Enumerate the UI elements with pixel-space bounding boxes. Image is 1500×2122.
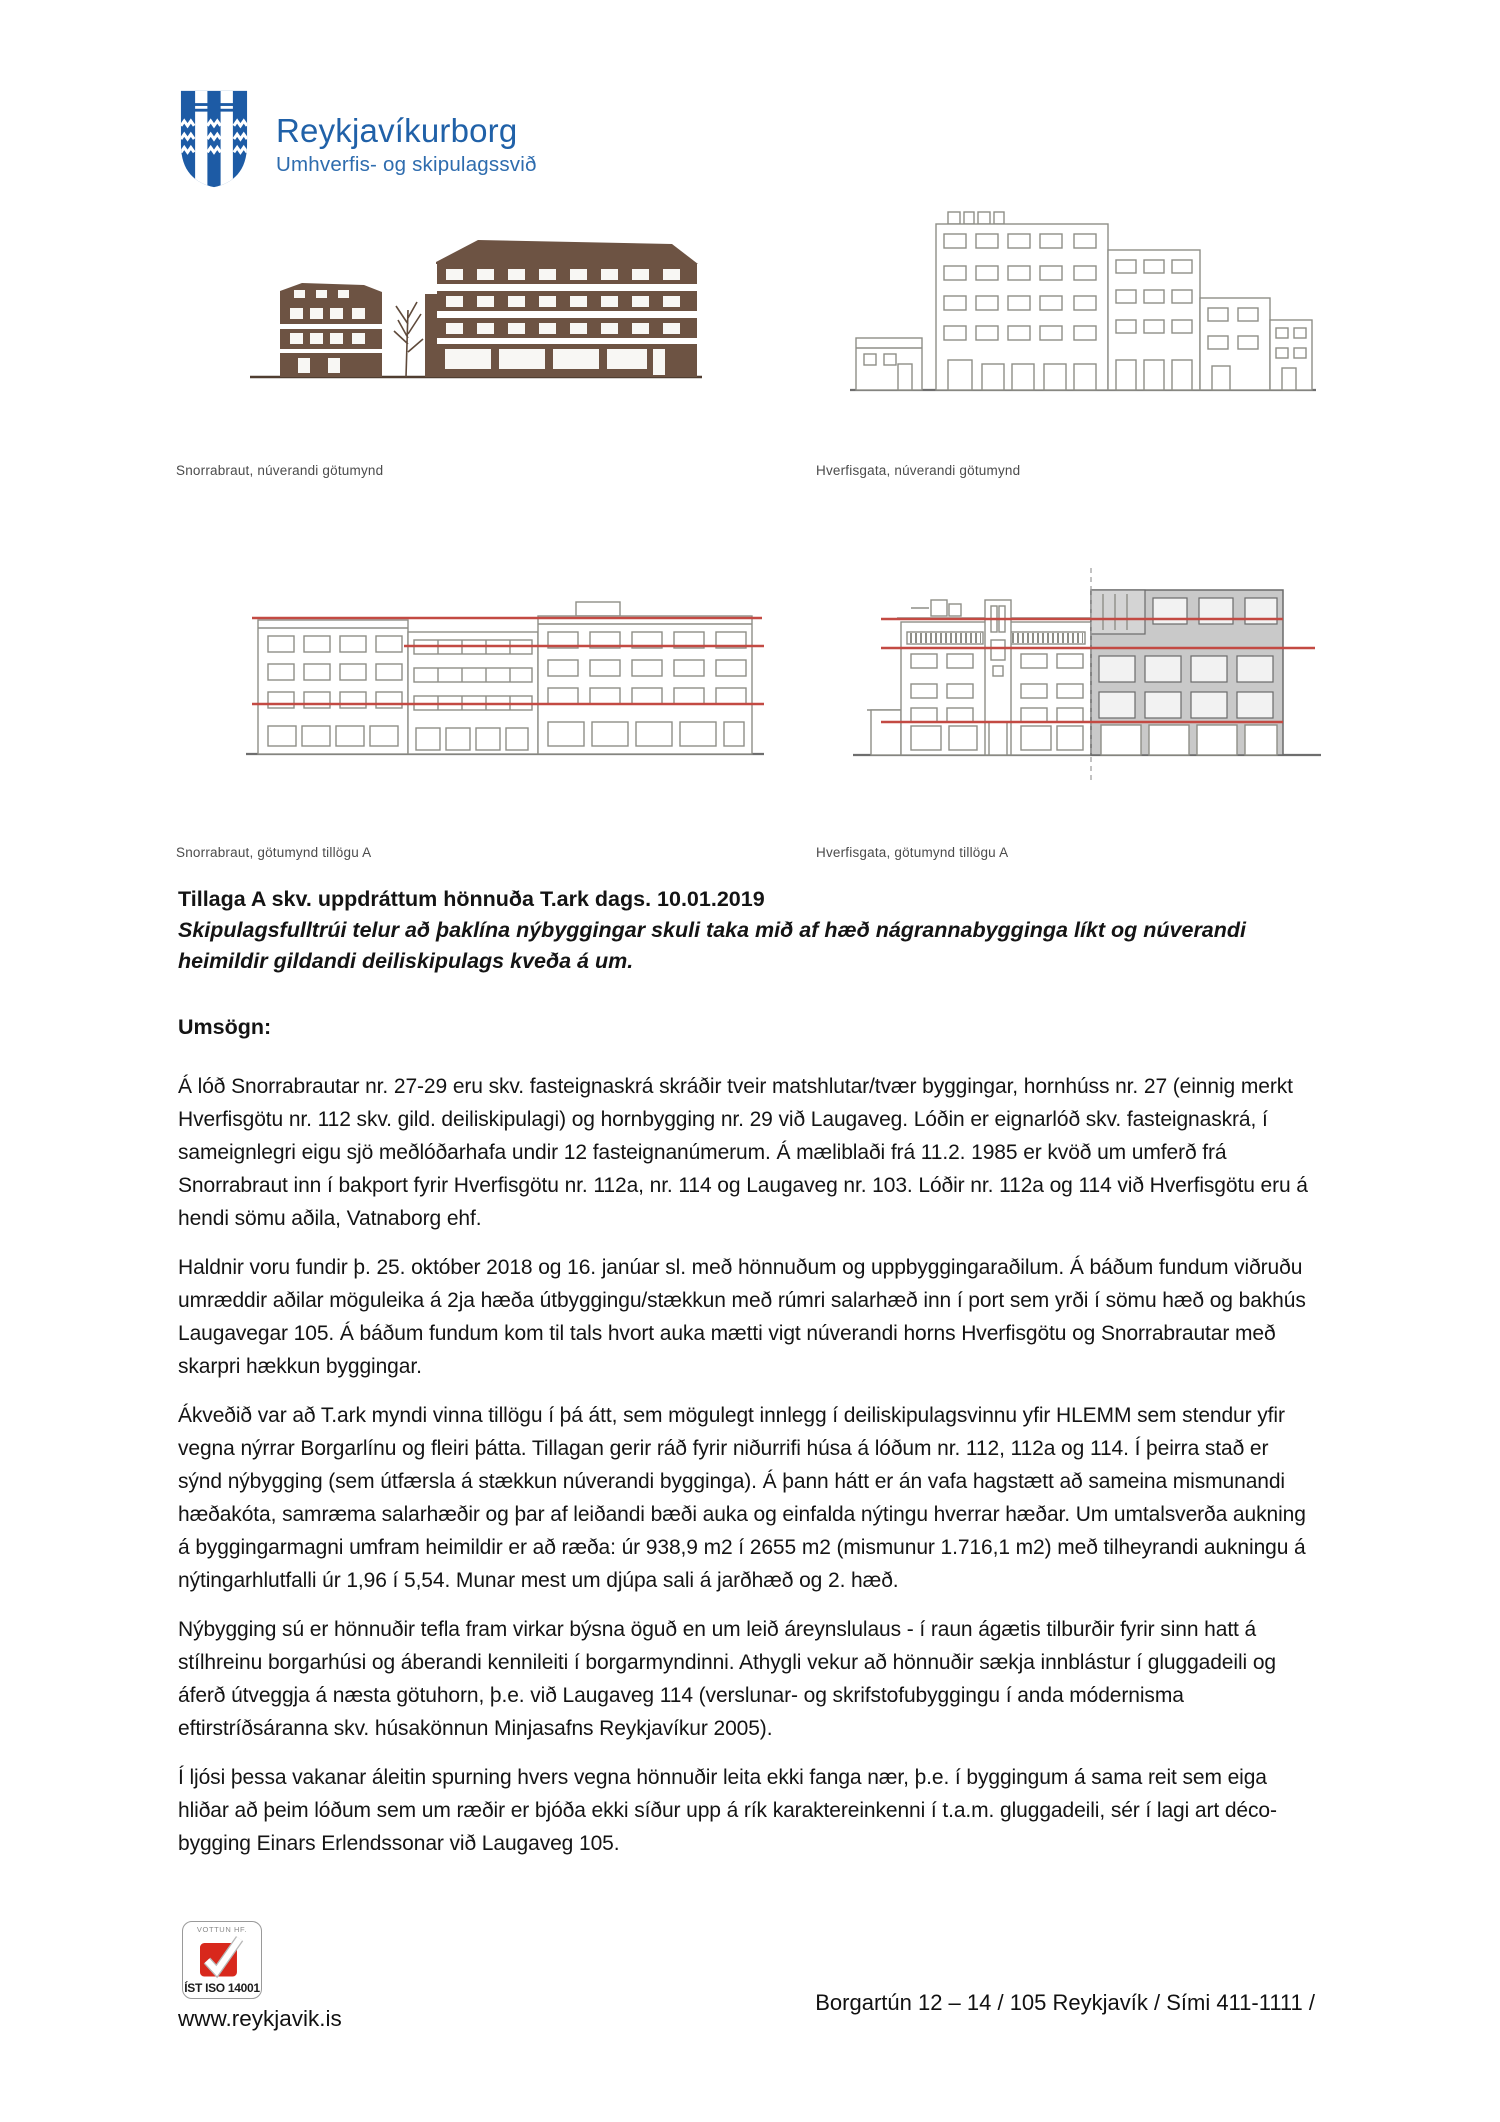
- body-paragraph: Haldnir voru fundir þ. 25. október 2018 og 16. janúar sl. með hönnuðum og uppbyggingaraðilum. Á báðum fundum viðruðu umræddir aðilar möguleika á 2ja hæða útbyggingu/stækkun með rúmri salarhæð inn í port sem yrði í sömu hæð og bakhús Laugavegar 105. Á báðum fundum kom til tals hvort auka mætti vigt núverandi horns Hverfisgötu og Snorrabrautar með skarpri hækkun byggingar.: [178, 1256, 1306, 1378]
- proposal-title: Tillaga A skv. uppdráttum hönnuða T.ark dags. 10.01.2019: [178, 887, 765, 911]
- footer-address: Borgartún 12 – 14 / 105 Reykjavík / Sími 411-1111 /: [815, 1990, 1315, 2015]
- body-paragraph: Nýbygging sú er hönnuðir tefla fram virkar býsna öguð en um leið áreynslulaus - í raun ágætis tilburðir fyrir sinn hatt á stílhreinu borgarhúsi og áberandi kennileiti í borgarmyndinni. Athygli vekur að hönnuðir sækja innblástur í gluggadeili og áferð útveggja á næsta götuhorn, þ.e. við Laugaveg 114 (verslunar- og skrifstofubyggingu í anda módernisma eftirstríðsáranna skv. húsakönnun Minjasafns Reykjavíkur 2005).: [178, 1618, 1276, 1740]
- planner-opinion-statement: Skipulagsfulltrúi telur að þaklína nýbyggingar skuli taka mið af hæð nágrannabygginga líkt og núverandi heimildir gildandi deiliskipulags kveða á um.: [178, 918, 1247, 973]
- proposal-building-mass: [258, 602, 752, 754]
- elevation-drawing-snorrabraut-proposal: [240, 568, 770, 768]
- elevation-drawing-hverfisgata-existing: [848, 188, 1318, 403]
- new-building-gray-mass: [1091, 590, 1283, 755]
- reykjavik-coat-of-arms-icon: [180, 88, 248, 190]
- ist-iso-14001-label: ÍST ISO 14001: [184, 1981, 260, 1995]
- row-of-buildings: [856, 212, 1312, 390]
- body-paragraph: Á lóð Snorrabrautar nr. 27-29 eru skv. fasteignaskrá skráðir tveir matshlutar/tvær byggingar, hornhúss nr. 27 (einnig merkt Hverfisgötu nr. 112 skv. gild. deiliskipulagi) og hornbygging nr. 29 við Laugaveg. Lóðin er eignarlóð skv. fasteignaskrá, í sameignlegri eigu sjö meðlóðarhafa undir 12 fasteignanúmerum. Á mæliblaði frá 11.2. 1985 er kvöð um umferð frá Snorrabraut inn í bakport fyrir Hverfisgötu nr. 112a, nr. 114 og Laugaveg nr. 103. Lóðir nr. 112a og 114 við Hverfisgötu eru á hendi sömu aðila, Vatnaborg ehf.: [178, 1075, 1308, 1230]
- org-department: Umhverfis- og skipulagssvið: [276, 153, 537, 176]
- large-building-sepia: [425, 240, 698, 377]
- tree-sketch: [394, 302, 423, 377]
- iso-14001-badge: [182, 1921, 262, 1999]
- drawing-caption: Snorrabraut, götumynd tillögu A: [176, 845, 372, 860]
- drawing-caption: Snorrabraut, núverandi götumynd: [176, 463, 384, 478]
- vottun-hf-label: VOTTUN HF.: [196, 1925, 248, 1934]
- drawing-caption: Hverfisgata, núverandi götumynd: [816, 463, 1021, 478]
- drawing-caption: Hverfisgata, götumynd tillögu A: [816, 845, 1009, 860]
- small-building-sepia: [280, 283, 382, 377]
- org-name: Reykjavíkurborg: [276, 112, 518, 149]
- elevation-drawing-hverfisgata-proposal: [853, 562, 1323, 797]
- existing-building-outline: [867, 600, 1095, 755]
- section-heading-umsogn: Umsögn:: [178, 1015, 272, 1039]
- elevation-drawing-snorrabraut-existing: [240, 192, 710, 397]
- website-link[interactable]: www.reykjavik.is: [178, 2006, 342, 2031]
- checkmark-icon: [198, 1936, 246, 1980]
- body-paragraph: Ákveðið var að T.ark myndi vinna tillögu í þá átt, sem mögulegt innlegg í deiliskipulagsvinnu yfir HLEMM sem stendur yfir vegna nýrrar Borgarlínu og fleiri þátta. Tillagan gerir ráð fyrir niðurrifi húsa á lóðum nr. 112, 112a og 114. Í þeirra stað er sýnd nýbygging (sem útfærsla á stækkun núverandi bygginga). Á þann hátt er án vafa hagstætt að sameina mismunandi hæðakóta, samræma salarhæðir og þar af leiðandi bæði auka og einfalda nýtingu hverrar hæðar. Um umtalsverða aukning á byggingarmagni umfram heimildir er að ræða: úr 938,9 m2 í 2655 m2 (mismunur 1.716,1 m2) með tilheyrandi aukningu á nýtingarhlutfalli úr 1,96 í 5,54. Munar mest um djúpa sali á jarðhæð og 2. hæð.: [178, 1404, 1306, 1592]
- body-paragraph: Í ljósi þessa vakanar áleitin spurning hvers vegna hönnuðir leita ekki fanga nær, þ.e. í byggingum á sama reit sem eiga hliðar að þeim lóðum sem um ræðir er bjóða ekki síður upp á rík karaktereinkenni í t.a.m. gluggadeili, sér í lagi art déco-bygging Einars Erlendssonar við Laugaveg 105.: [178, 1766, 1277, 1855]
- document-body: [178, 884, 1316, 1860]
